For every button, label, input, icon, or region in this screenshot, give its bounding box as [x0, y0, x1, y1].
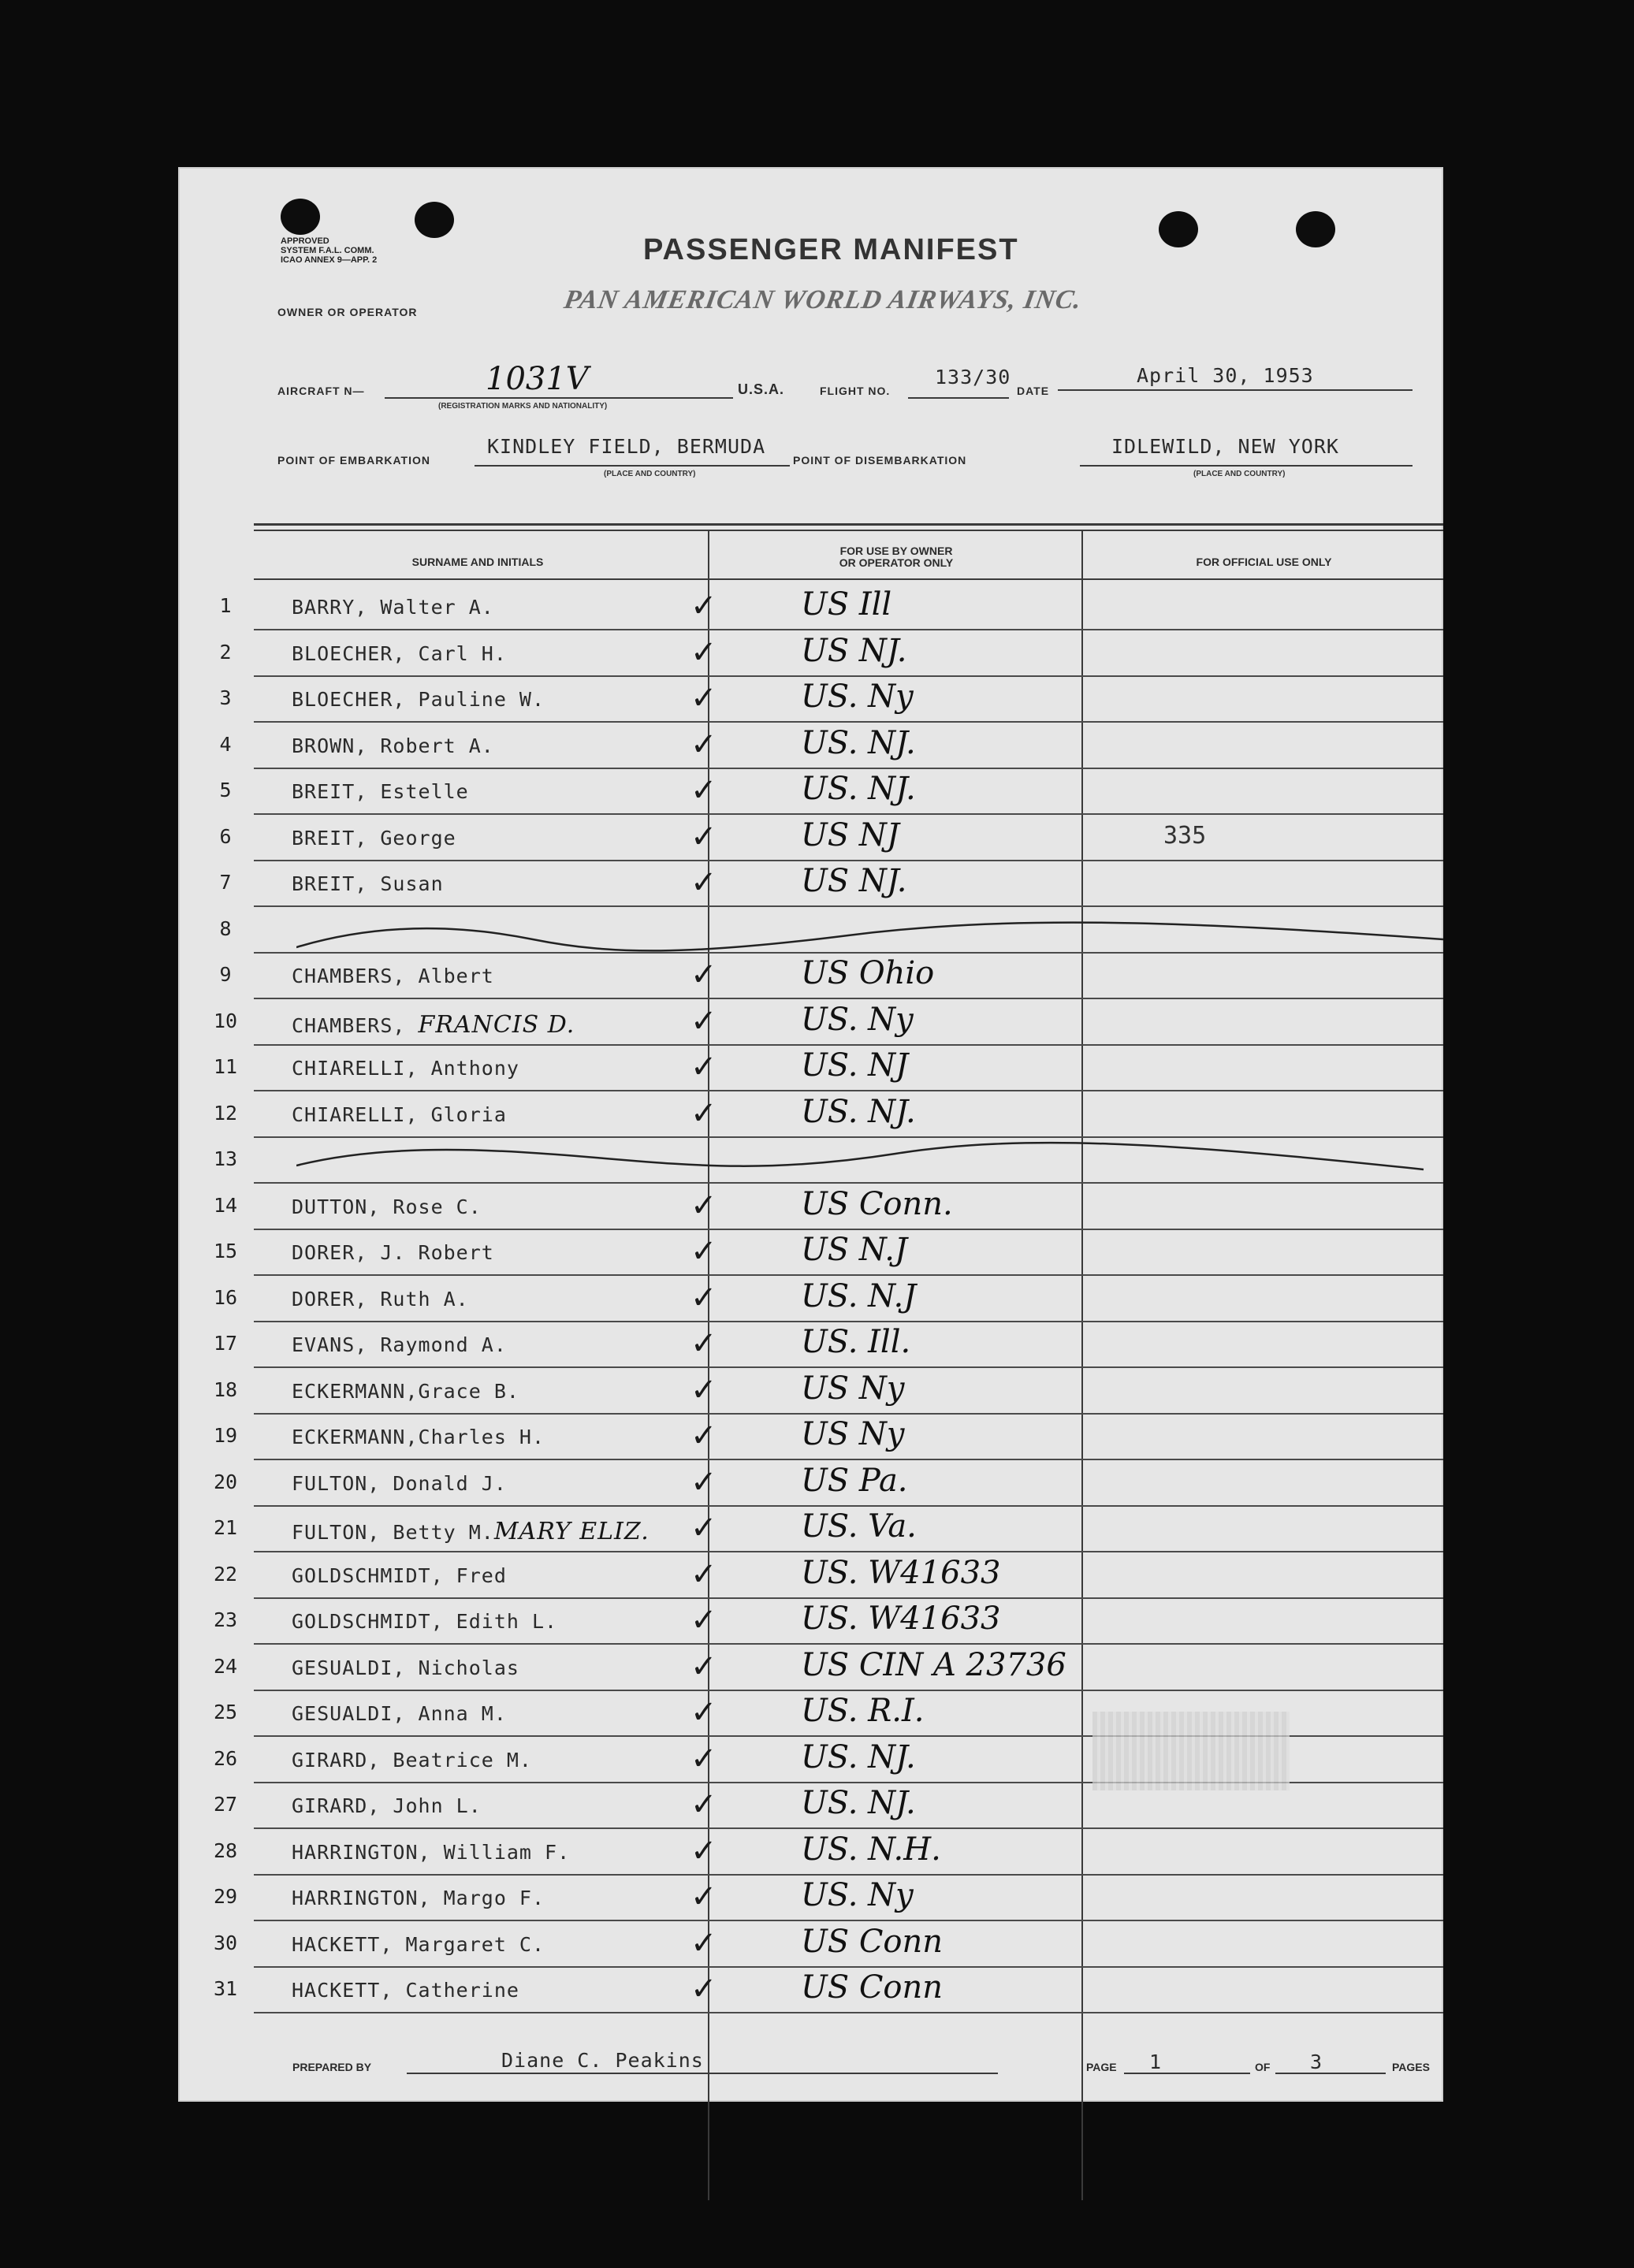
row-number: 5 — [219, 779, 232, 801]
passenger-name-typed: GOLDSCHMIDT, Edith L. — [292, 1610, 558, 1633]
table-row — [178, 1369, 1443, 1415]
owner-label: OWNER OR OPERATOR — [277, 306, 418, 318]
aircraft-label: AIRCRAFT N— — [277, 385, 365, 397]
table-row — [178, 1184, 1443, 1230]
table-row — [178, 1876, 1443, 1921]
owner-value: PAN AMERICAN WORLD AIRWAYS, INC. — [561, 285, 1085, 314]
checkmark-icon: ✓ — [690, 1694, 717, 1731]
table-row — [178, 585, 1443, 630]
row-number: 8 — [219, 916, 232, 940]
checkmark-icon: ✓ — [690, 1740, 717, 1777]
passenger-name-typed: ECKERMANN,Grace B. — [292, 1379, 519, 1403]
owner-notation: US NJ — [801, 816, 899, 853]
owner-notation: US CIN A 23736 — [801, 1646, 1066, 1683]
row-number: 6 — [219, 824, 232, 848]
owner-notation: US. Ill. — [801, 1324, 911, 1360]
checkmark-icon: ✓ — [690, 957, 717, 993]
official-notation: 335 — [1163, 821, 1207, 850]
passenger-name-typed: ECKERMANN,Charles H. — [292, 1426, 545, 1448]
passenger-name — [292, 596, 494, 619]
prepared-by-label: PREPARED BY — [292, 2061, 372, 2073]
checkmark-icon: ✓ — [690, 680, 717, 716]
passenger-name — [292, 1887, 545, 1909]
row-number: 23 — [213, 1608, 238, 1631]
passenger-name-typed: HARRINGTON, William F. — [292, 1840, 571, 1864]
manifest-sheet — [178, 167, 1443, 2102]
owner-notation: US. NJ. — [801, 1738, 916, 1775]
disembarkation-label: POINT OF DISEMBARKATION — [793, 454, 967, 467]
table-top-rule — [254, 523, 1443, 526]
passenger-name — [292, 1610, 557, 1633]
passenger-name — [292, 734, 494, 757]
crossout-line-8 — [296, 916, 1443, 963]
passenger-name-typed: BREIT, George — [292, 826, 456, 850]
passenger-name — [292, 1933, 545, 1956]
passenger-name — [292, 965, 494, 987]
row-number: 28 — [213, 1839, 238, 1862]
checkmark-icon: ✓ — [690, 1510, 717, 1546]
row-number: 18 — [213, 1378, 238, 1401]
owner-notation: US. N.H. — [801, 1831, 941, 1868]
row-number: 4 — [219, 732, 232, 756]
embarkation-underline — [475, 465, 790, 467]
owner-notation: US. R.I. — [801, 1693, 925, 1729]
of-label: OF — [1255, 2061, 1271, 2073]
checkmark-icon: ✓ — [690, 818, 717, 855]
table-row — [178, 1599, 1443, 1645]
passenger-name-typed: BREIT, Estelle — [292, 780, 469, 803]
owner-notation: US. Va. — [801, 1508, 917, 1545]
disembarkation-note: (PLACE AND COUNTRY) — [1193, 470, 1286, 478]
table-row — [178, 1830, 1443, 1876]
owner-notation: US Ny — [801, 1416, 905, 1452]
table-row — [178, 816, 1443, 861]
passenger-name-typed: GOLDSCHMIDT, Fred — [292, 1563, 507, 1587]
disembarkation-value: IDLEWILD, NEW YORK — [1111, 435, 1339, 458]
checkmark-icon: ✓ — [690, 1787, 717, 1823]
checkmark-icon: ✓ — [690, 1832, 717, 1869]
row-number: 26 — [213, 1746, 238, 1770]
table-row — [178, 1461, 1443, 1507]
punch-hole-icon — [415, 202, 454, 238]
table-row — [178, 1968, 1443, 2013]
disembarkation-underline — [1080, 465, 1413, 467]
checkmark-icon: ✓ — [690, 1233, 717, 1270]
passenger-name — [292, 1564, 507, 1587]
table-row — [178, 1553, 1443, 1599]
row-number: 25 — [213, 1701, 238, 1723]
passenger-name-typed: FULTON, Betty M. — [292, 1521, 494, 1544]
checkmark-icon: ✓ — [690, 726, 717, 763]
prepared-by-value: Diane C. Peakins — [501, 2049, 704, 2072]
checkmark-icon: ✓ — [690, 1463, 717, 1500]
passenger-name — [292, 1011, 575, 1039]
aircraft-value: 1031V — [486, 361, 589, 397]
owner-notation: US Pa. — [801, 1462, 908, 1499]
passenger-name-typed: DORER, J. Robert — [292, 1241, 494, 1264]
checkmark-icon: ✓ — [690, 1095, 717, 1132]
row-number: 29 — [213, 1885, 238, 1908]
flight-label: FLIGHT NO. — [820, 385, 891, 397]
passenger-name-typed: HACKETT, Catherine — [292, 1979, 519, 2002]
passenger-name-typed: BREIT, Susan — [292, 872, 444, 895]
passenger-name — [292, 1195, 482, 1218]
table-row — [178, 769, 1443, 815]
table-row — [178, 1322, 1443, 1368]
passenger-name — [292, 1380, 519, 1403]
table-row — [178, 1507, 1443, 1552]
owner-notation: US. NJ. — [801, 1093, 916, 1130]
passenger-name — [292, 1426, 545, 1448]
approval-note: APPROVED SYSTEM F.A.L. COMM. ICAO ANNEX 9—APP. 2 — [281, 236, 378, 265]
row-number: 20 — [213, 1470, 238, 1493]
row-number: 22 — [213, 1562, 238, 1586]
flight-underline — [908, 397, 1009, 399]
checkmark-icon: ✓ — [690, 772, 717, 809]
owner-notation: US Conn — [801, 1923, 944, 1960]
owner-notation: US N.J — [801, 1232, 908, 1268]
row-number: 15 — [213, 1240, 238, 1262]
owner-notation: US. NJ — [801, 1047, 909, 1084]
official-use-column-header: FOR OFFICIAL USE ONLY — [1196, 556, 1332, 568]
passenger-name-typed: EVANS, Raymond A. — [292, 1333, 507, 1356]
date-label: DATE — [1017, 385, 1050, 397]
row-number: 30 — [213, 1931, 238, 1954]
passenger-name — [292, 642, 507, 665]
passenger-name-typed: DORER, Ruth A. — [292, 1287, 469, 1311]
page-title: PASSENGER MANIFEST — [643, 233, 1019, 266]
checkmark-icon: ✓ — [690, 1924, 717, 1961]
row-number: 12 — [213, 1101, 238, 1125]
passenger-name-handwritten: FRANCIS D. — [418, 1010, 575, 1039]
row-number: 10 — [213, 1009, 238, 1032]
row-number: 17 — [213, 1332, 238, 1355]
passenger-name — [292, 1656, 519, 1679]
passenger-name-typed: GESUALDI, Anna M. — [292, 1702, 507, 1725]
passenger-name — [292, 1794, 482, 1817]
passenger-name-typed: HARRINGTON, Margo F. — [292, 1887, 545, 1909]
owner-notation: US Ohio — [801, 955, 935, 991]
date-underline — [1058, 389, 1413, 391]
passenger-name-typed: GIRARD, Beatrice M. — [292, 1748, 532, 1772]
passenger-name — [292, 1103, 507, 1126]
checkmark-icon: ✓ — [690, 1418, 717, 1454]
embarkation-label: POINT OF EMBARKATION — [277, 454, 430, 467]
surname-column-header: SURNAME AND INITIALS — [411, 556, 544, 568]
checkmark-icon: ✓ — [690, 1371, 717, 1408]
passenger-name-typed: BROWN, Robert A. — [292, 734, 494, 757]
row-number: 24 — [213, 1654, 238, 1678]
checkmark-icon: ✓ — [690, 1187, 717, 1224]
passenger-name-typed: FULTON, Donald J. — [292, 1471, 507, 1495]
table-row — [178, 861, 1443, 907]
checkmark-icon: ✓ — [690, 1971, 717, 2007]
table-row — [178, 1046, 1443, 1091]
checkmark-icon: ✓ — [690, 1879, 717, 1915]
punch-hole-icon — [1296, 211, 1335, 247]
passenger-name-typed: GESUALDI, Nicholas — [292, 1656, 519, 1679]
passenger-name-typed: GIRARD, John L. — [292, 1794, 482, 1817]
embarkation-note: (PLACE AND COUNTRY) — [604, 470, 696, 478]
row-number: 2 — [219, 640, 232, 664]
passenger-name-typed: BARRY, Walter A. — [292, 596, 494, 619]
passenger-name-typed: BLOECHER, Carl H. — [292, 641, 507, 665]
passenger-name-typed: CHIARELLI, Gloria — [292, 1102, 507, 1126]
usa-label: U.S.A. — [738, 381, 785, 397]
row-number: 3 — [219, 686, 232, 709]
passenger-name-typed: CHAMBERS, Albert — [292, 965, 494, 987]
owner-notation: US Ill — [801, 586, 892, 623]
row-number: 9 — [219, 963, 232, 986]
owner-notation: US. W41633 — [801, 1554, 1001, 1591]
row-number: 7 — [219, 871, 232, 894]
checkmark-icon: ✓ — [690, 1325, 717, 1362]
owner-use-column-header: FOR USE BY OWNER OR OPERATOR ONLY — [839, 545, 954, 569]
owner-notation: US. W41633 — [801, 1601, 1001, 1637]
page-value: 1 — [1149, 2050, 1163, 2073]
embarkation-value: KINDLEY FIELD, BERMUDA — [487, 435, 766, 458]
table-row — [178, 1415, 1443, 1460]
row-number: 13 — [213, 1147, 238, 1170]
checkmark-icon: ✓ — [690, 1648, 717, 1685]
owner-notation: US Ny — [801, 1370, 905, 1407]
row-number: 27 — [213, 1793, 238, 1816]
row-number: 21 — [213, 1516, 238, 1539]
checkmark-icon: ✓ — [690, 864, 717, 901]
checkmark-icon: ✓ — [690, 588, 717, 624]
passenger-name — [292, 1518, 650, 1545]
passenger-name — [292, 872, 444, 895]
table-row — [178, 1277, 1443, 1322]
row-number: 31 — [213, 1977, 238, 2000]
page-underline — [1124, 2073, 1250, 2074]
row-number: 1 — [219, 594, 232, 617]
owner-notation: US NJ. — [801, 863, 907, 899]
table-row — [178, 1092, 1443, 1138]
owner-notation: US. NJ. — [801, 1785, 916, 1821]
table-row — [178, 1000, 1443, 1046]
owner-notation: US. Ny — [801, 1001, 914, 1038]
official-stamp — [1092, 1712, 1290, 1790]
row-number: 16 — [213, 1285, 238, 1309]
of-underline — [1275, 2073, 1386, 2074]
table-row — [178, 723, 1443, 769]
passenger-name — [292, 1841, 570, 1864]
owner-notation: US. NJ. — [801, 724, 916, 761]
passenger-name-typed: BLOECHER, Pauline W. — [292, 688, 545, 711]
crossout-line-13 — [296, 1138, 1443, 1185]
checkmark-icon: ✓ — [690, 1049, 717, 1085]
row-number: 11 — [213, 1055, 238, 1078]
punch-hole-icon — [1159, 211, 1198, 247]
row-number: 19 — [213, 1424, 238, 1447]
passenger-name — [292, 1241, 494, 1264]
passenger-name — [292, 1472, 507, 1495]
passenger-name-typed: HACKETT, Margaret C. — [292, 1932, 545, 1956]
table-row — [178, 677, 1443, 723]
passenger-name — [292, 1057, 519, 1080]
checkmark-icon: ✓ — [690, 1602, 717, 1638]
checkmark-icon: ✓ — [690, 634, 717, 671]
page-label: PAGE — [1086, 2061, 1117, 2073]
checkmark-icon: ✓ — [690, 1279, 717, 1316]
owner-notation: US. Ny — [801, 1877, 914, 1913]
registration-note: (REGISTRATION MARKS AND NATIONALITY) — [438, 402, 608, 411]
passenger-name-typed: DUTTON, Rose C. — [292, 1195, 482, 1218]
prepared-by-underline — [407, 2073, 998, 2074]
header-bottom-rule — [254, 578, 1443, 580]
of-value: 3 — [1310, 2050, 1323, 2073]
checkmark-icon: ✓ — [690, 1556, 717, 1593]
passenger-name-typed: CHAMBERS, — [292, 1013, 419, 1037]
owner-notation: US NJ. — [801, 632, 907, 669]
row-number: 14 — [213, 1193, 238, 1217]
owner-notation: US Conn — [801, 1969, 944, 2006]
owner-notation: US. NJ. — [801, 771, 916, 807]
owner-notation: US Conn. — [801, 1185, 953, 1222]
owner-notation: US. Ny — [801, 679, 914, 715]
checkmark-icon: ✓ — [690, 1002, 717, 1039]
passenger-name-typed: CHIARELLI, Anthony — [292, 1057, 519, 1080]
passenger-name — [292, 1702, 507, 1725]
passenger-name — [292, 780, 469, 803]
row-rule — [254, 2012, 1443, 2013]
passenger-name — [292, 688, 545, 711]
passenger-name — [292, 1333, 507, 1356]
table-row — [178, 631, 1443, 677]
punch-hole-icon — [281, 199, 320, 235]
passenger-name — [292, 1749, 532, 1772]
table-row — [178, 1645, 1443, 1691]
passenger-name — [292, 1979, 519, 2002]
aircraft-underline — [385, 397, 733, 399]
owner-notation: US. N.J — [801, 1277, 917, 1314]
table-row — [178, 1922, 1443, 1968]
date-value: April 30, 1953 — [1137, 364, 1314, 387]
pages-label: PAGES — [1392, 2061, 1430, 2073]
flight-value: 133/30 — [935, 366, 1011, 389]
passenger-name — [292, 827, 456, 850]
passenger-name-handwritten: MARY ELIZ. — [493, 1518, 650, 1545]
table-row — [178, 1230, 1443, 1276]
passenger-name — [292, 1288, 469, 1311]
table-top-rule-2 — [254, 530, 1443, 531]
